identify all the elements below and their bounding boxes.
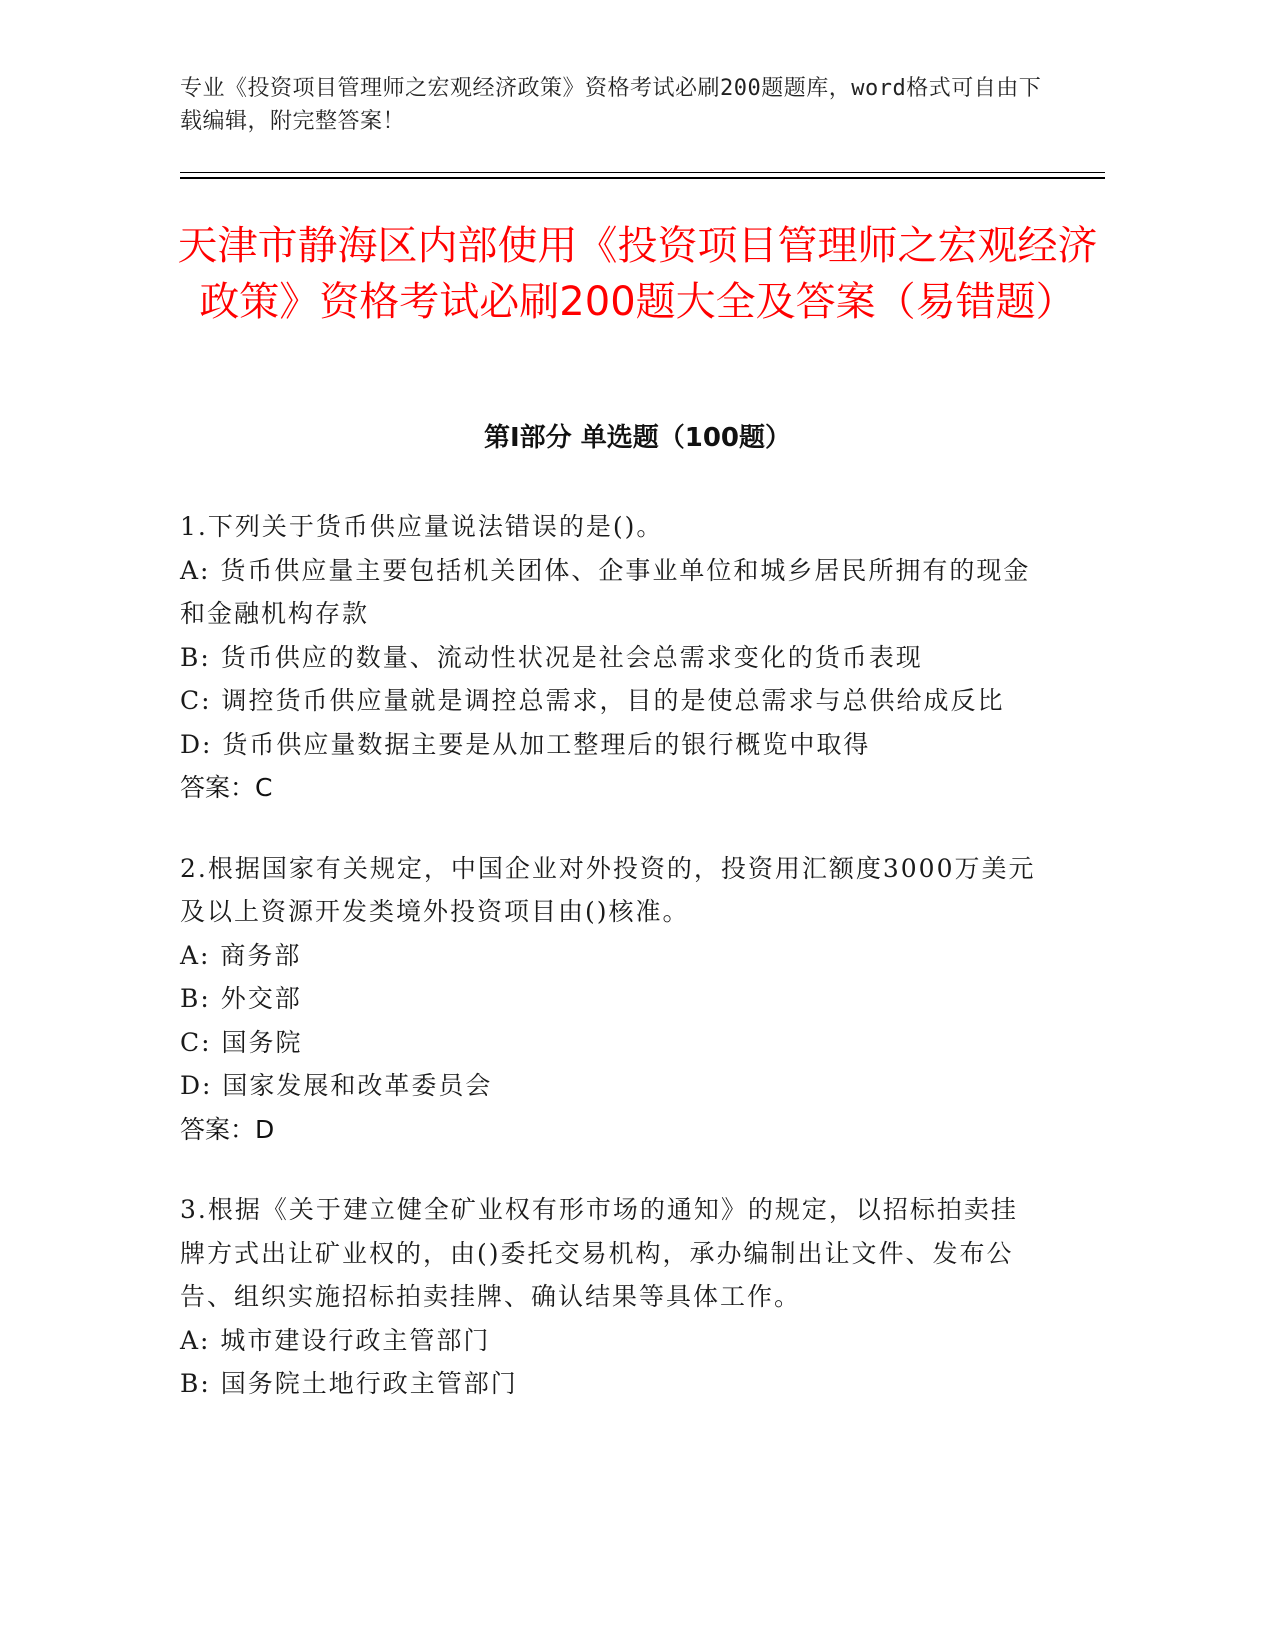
option-a: A: 城市建设行政主管部门 <box>180 1325 491 1355</box>
document-title: 天津市静海区内部使用《投资项目管理师之宏观经济政策》资格考试必刷200题大全及答案（易错题） <box>177 223 1098 325</box>
header-rule-thick <box>180 177 1105 179</box>
question-2 <box>180 847 1040 1152</box>
option-c: C: 国务院 <box>180 1027 303 1057</box>
question-1 <box>180 505 1040 810</box>
question-stem: 1.下列关于货币供应量说法错误的是()。 <box>180 512 664 541</box>
answer: 答案：C <box>180 773 273 802</box>
option-a: A: 商务部 <box>180 940 302 970</box>
option-d: D: 国家发展和改革委员会 <box>180 1071 493 1100</box>
question-stem: 3.根据《关于建立健全矿业权有形市场的通知》的规定，以招标拍卖挂牌方式出让矿业权的，由()委托交易机构，承办编制出让文件、发布公告、组织实施招标拍卖挂牌、确认结果等具体工作。 <box>180 1195 1018 1311</box>
option-d: D: 货币供应量数据主要是从加工整理后的银行概览中取得 <box>180 729 871 759</box>
question-stem: 2.根据国家有关规定，中国企业对外投资的，投资用汇额度3000万美元及以上资源开发类境外投资项目由()核准。 <box>180 853 1036 926</box>
option-b: B: 国务院土地行政主管部门 <box>180 1369 518 1398</box>
option-a: A: 货币供应量主要包括机关团体、企事业单位和城乡居民所拥有的现金和金融机构存款 <box>180 555 1031 628</box>
section-title: 第I部分 单选题（100题） <box>484 423 791 453</box>
option-c: C: 调控货币供应量就是调控总需求，目的是使总需求与总供给成反比 <box>180 686 1005 715</box>
option-b: B: 货币供应的数量、流动性状况是社会总需求变化的货币表现 <box>180 642 923 672</box>
question-3 <box>180 1188 1040 1406</box>
header-note: 专业《投资项目管理师之宏观经济政策》资格考试必刷200题题库，word格式可自由下载编辑，附完整答案！ <box>180 76 1042 134</box>
answer: 答案：D <box>180 1114 275 1144</box>
header-rule-thin <box>180 172 1105 173</box>
question-list <box>180 505 1040 1443</box>
option-b: B: 外交部 <box>180 984 302 1013</box>
